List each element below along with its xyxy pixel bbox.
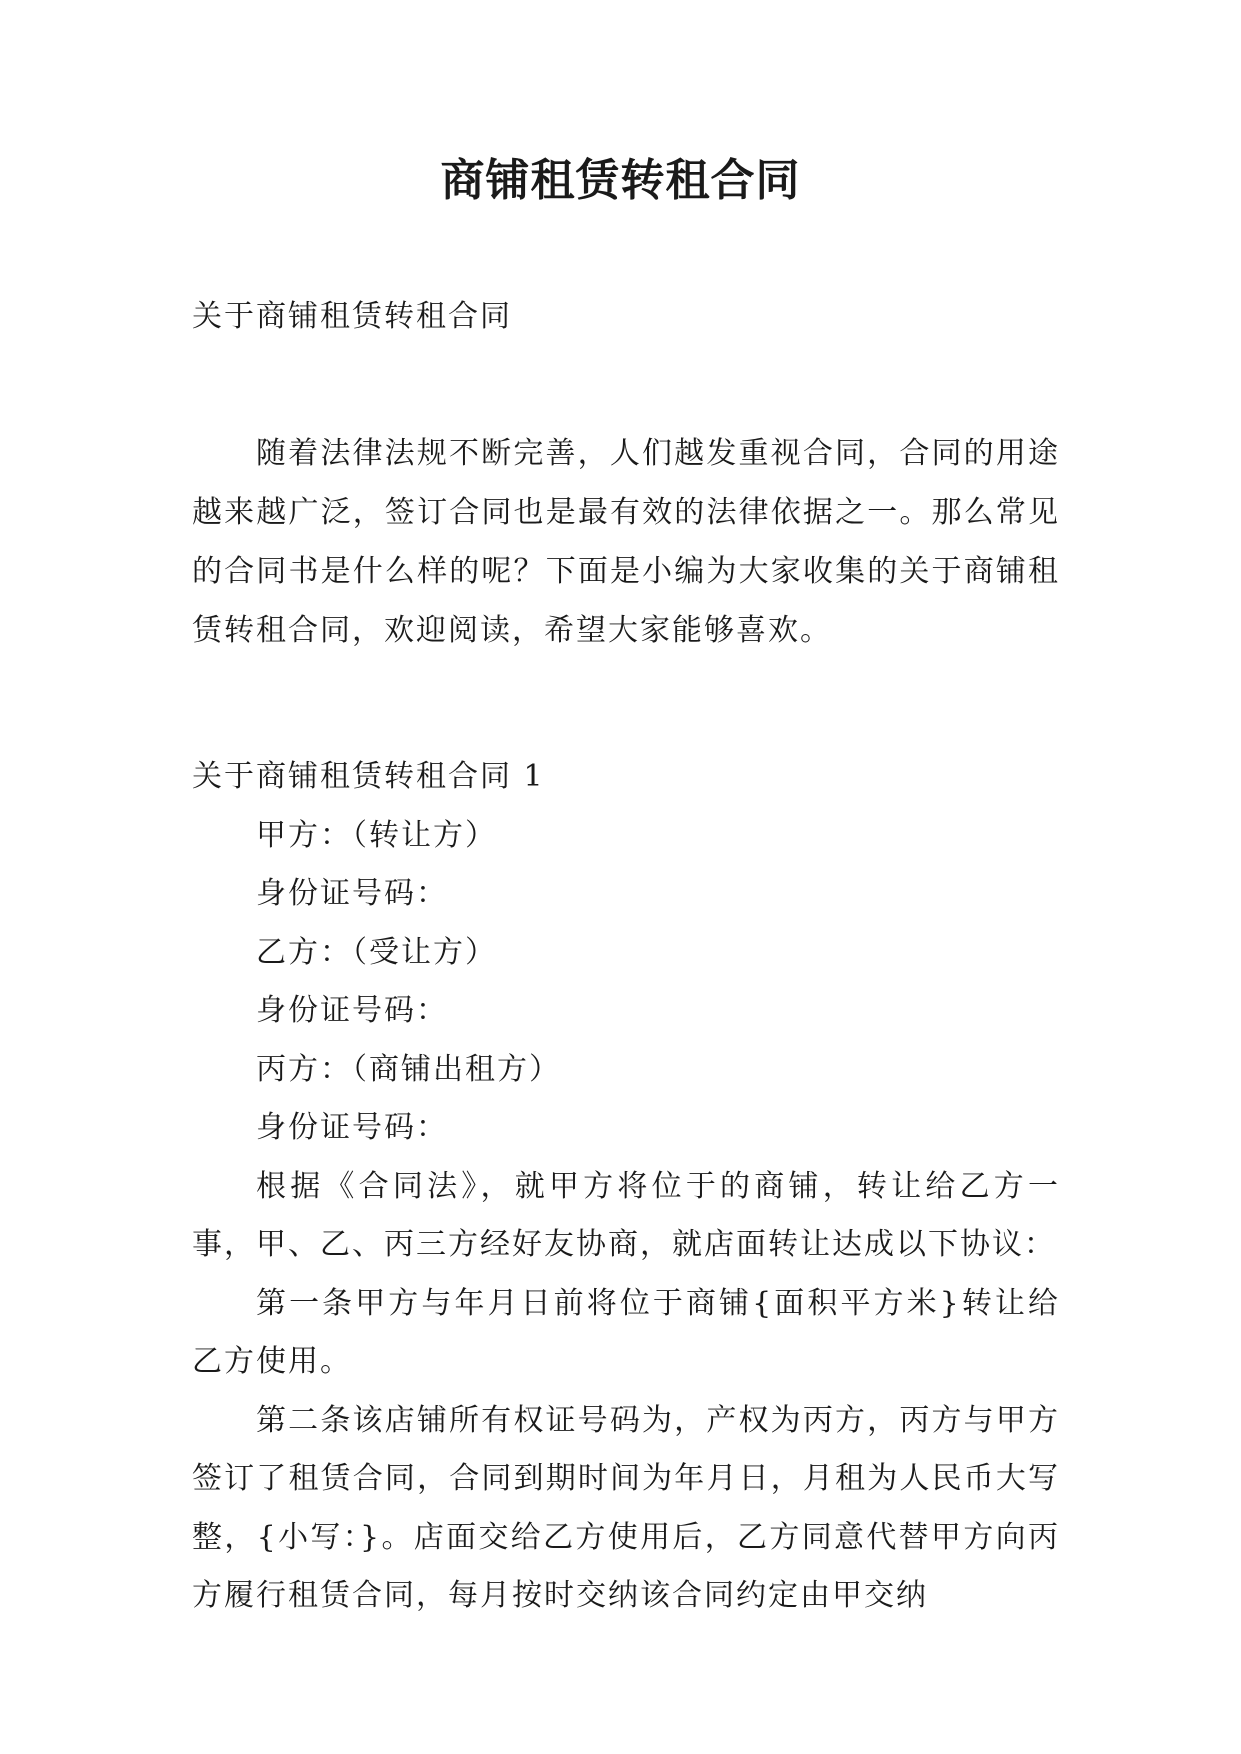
document-title: 商铺租赁转租合同 (440, 155, 801, 206)
clause-1: 第一条甲方与年月日前将位于商铺{面积平方米}转让给乙方使用。 (192, 1285, 1060, 1379)
clause-2: 第二条该店铺所有权证号码为，产权为丙方，丙方与甲方签订了租赁合同，合同到期时间为年月日，月租为人民币大写整，{小写：}。店面交给乙方使用后，乙方同意代替甲方向丙方履行租赁合同，每月按时交纳该合同约定由甲交纳 (192, 1402, 1060, 1613)
intro-paragraph: 随着法律法规不断完善，人们越发重视合同，合同的用途越来越广泛，签订合同也是最有效的法律依据之一。那么常见的合同书是什么样的呢？下面是小编为大家收集的关于商铺租赁转租合同，欢迎阅读，希望大家能够喜欢。 (192, 436, 1060, 648)
party-b-label: 乙方：（受让方） (256, 934, 497, 970)
section-heading: 关于商铺租赁转租合同 1 (192, 759, 545, 794)
document-subtitle: 关于商铺租赁转租合同 (192, 299, 512, 334)
spacer (192, 660, 1060, 748)
party-b-id-label: 身份证号码： (256, 993, 448, 1028)
party-a-label: 甲方：（转让方） (256, 817, 497, 853)
party-c-id-label: 身份证号码： (256, 1110, 448, 1145)
spacer (192, 346, 1060, 424)
party-a-id-label: 身份证号码： (256, 876, 448, 911)
party-c-label: 丙方：（商铺出租方） (256, 1051, 561, 1087)
agreement-preamble: 根据《合同法》，就甲方将位于的商铺，转让给乙方一事，甲、乙、丙三方经好友协商，就店面转让达成以下协议： (192, 1168, 1060, 1262)
document-body (192, 288, 1060, 1626)
